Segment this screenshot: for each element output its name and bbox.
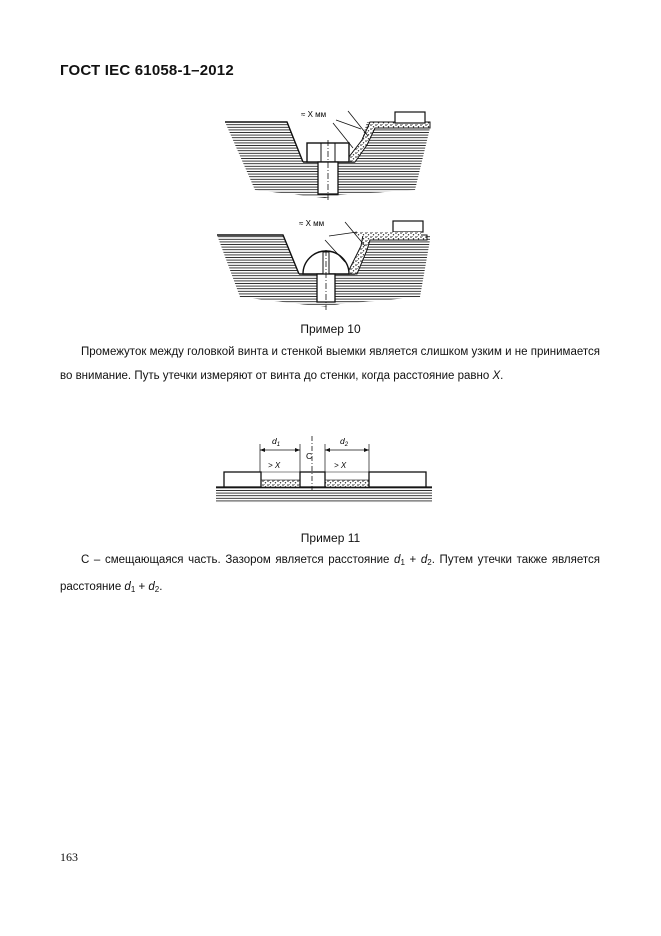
fig11-movable-part — [300, 472, 325, 487]
para10-text: Промежуток между головкой винта и стенкой выемки является слишком узким и не принимается во внимание. Путь утечки измеряют от винта до стенки, когда расстояние равно — [60, 346, 600, 382]
fig10-top-plate — [395, 112, 425, 123]
fig11-gt-x-right: > X — [334, 461, 347, 470]
para10-var: X — [492, 370, 501, 382]
figure-10-top — [215, 100, 445, 200]
figure-11-caption: Пример 11 — [300, 531, 361, 545]
page-number: 163 — [60, 850, 78, 864]
document-header: ГОСТ IEC 61058-1–2012 — [60, 62, 234, 79]
fig11-d1-label: $d_1$ — [272, 436, 281, 448]
fig11-c-label: C — [306, 451, 313, 461]
fig11-left-block — [224, 472, 261, 487]
figure-10-caption: Пример 10 — [300, 322, 361, 336]
paragraph-example-11: C – смещающаяся часть. Зазором является расстояние $d_1 + d_2$. Путем утечки также является расстояние $d_1 + d_2$. — [60, 554, 601, 594]
fig10-bottom-plate — [393, 221, 423, 232]
fig11-right-block — [369, 472, 426, 487]
fig11-gt-x-left: > X — [268, 461, 281, 470]
fig10-top-dimension-label: ≈ X мм — [301, 110, 327, 119]
fig10-bottom-dimension-label: ≈ X мм — [299, 219, 325, 228]
paragraph-example-10: Промежуток между головкой винта и стенкой выемки является слишком узким и не принимается во внимание. Путь утечки измеряют от винта до стенки, когда расстояние равно X. — [60, 346, 600, 382]
fig11-d2-label: $d_2$ — [340, 436, 349, 448]
figure-10-bottom — [215, 212, 445, 312]
figure-11 — [212, 432, 437, 512]
